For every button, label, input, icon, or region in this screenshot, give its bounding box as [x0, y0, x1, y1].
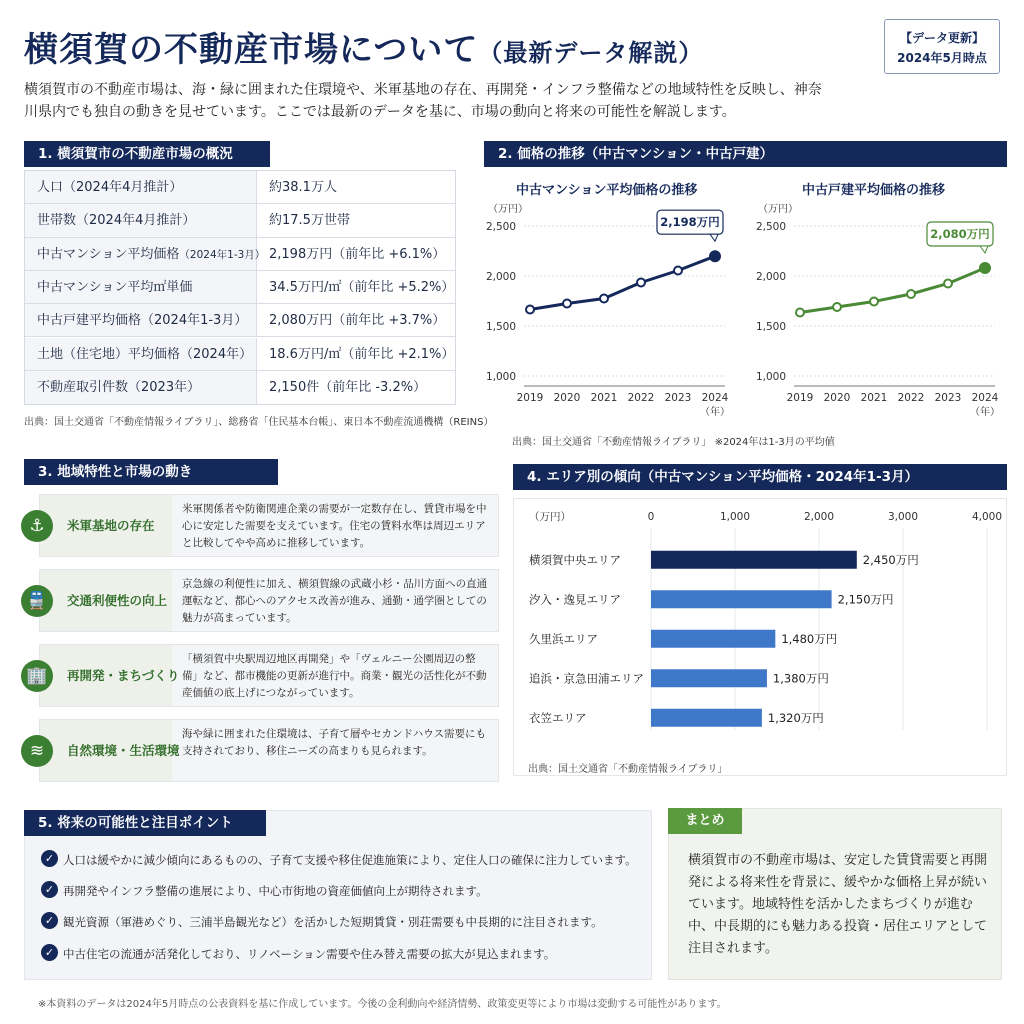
section2-heading: 2. 価格の推移（中古マンション・中古戸建） [484, 141, 1007, 167]
area-category-label: 久里浜エリア [529, 631, 598, 646]
feature-item [26, 644, 499, 707]
row-label [25, 338, 257, 370]
list-item [44, 946, 556, 962]
table-row [25, 304, 455, 337]
house-point [870, 298, 878, 306]
condo-point [563, 300, 571, 308]
house-series-line [800, 268, 985, 313]
section1-source: 出典：国土交通省「不動産情報ライブラリ」、総務省「住民基本台帳」、東日本不動産流通機構（REINS） [24, 417, 494, 428]
feature-item [29, 719, 499, 782]
house-y-tick: 2,000 [755, 271, 786, 283]
row-value: 2,150件（前年比 -3.2%） [269, 379, 427, 395]
area-bar [651, 590, 832, 608]
list-item [44, 883, 488, 899]
area-bar [651, 551, 857, 569]
condo-y-tick: 2,500 [485, 221, 516, 233]
page-title [24, 22, 703, 71]
condo-series-line [530, 256, 715, 309]
house-y-tick: 1,500 [755, 321, 786, 333]
row-value: 約38.1万人 [269, 180, 337, 195]
house-point [833, 303, 841, 311]
train-icon: 🚆 [21, 585, 53, 617]
check-icon: ✓ [41, 850, 58, 867]
house-x-tick: 2019 [786, 392, 814, 404]
house-point [980, 263, 990, 273]
condo-callout-label: 2,198万円 [660, 215, 720, 230]
condo-y-unit: （万円） [488, 204, 528, 215]
condo-point [674, 267, 682, 275]
condo-point [600, 295, 608, 303]
area-bar [651, 669, 767, 687]
row-label-note: （2024年1-3月） [179, 248, 266, 261]
update-badge [884, 19, 1000, 74]
condo-x-unit: （年） [700, 407, 730, 418]
condo-x-tick: 2019 [516, 392, 544, 404]
house-point [944, 280, 952, 288]
section2-source: 出典：国土交通省「不動産情報ライブラリ」 ※2024年は1-3月の平均値 [512, 437, 835, 448]
list-item-text: 観光資源（軍港めぐり、三浦半島観光など）を活かした短期賃貸・別荘需要も中長期的に注目されます。 [63, 915, 603, 929]
house-x-tick: 2022 [897, 392, 925, 404]
overview-table [24, 170, 456, 405]
list-item-text: 再開発やインフラ整備の進展により、中心市街地の資産価値向上が期待されます。 [63, 884, 488, 898]
condo-x-tick: 2020 [553, 392, 581, 404]
area-x-tick: 3,000 [887, 511, 919, 523]
building-icon: 🏢 [21, 660, 53, 692]
condo-y-tick: 1,000 [485, 371, 516, 383]
condo-callout-pointer [710, 234, 718, 241]
list-item [44, 914, 603, 930]
area-x-tick: 0 [647, 511, 655, 523]
house-price-chart [750, 196, 1020, 426]
house-y-unit: （万円） [758, 204, 798, 215]
row-label-text: 中古マンション平均価格 [37, 246, 180, 262]
page-title-main: 横須賀の不動産市場について [24, 30, 479, 70]
row-label [25, 304, 257, 336]
feature-text: 米軍関係者や防衛関連企業の需要が一定数存在し、賃貸市場を中心に安定した需要を支えています。住宅の賃料水準は周辺エリアと比較してやや高めに推移しています。 [182, 503, 487, 549]
area-bar-label: 1,480万円 [781, 631, 838, 646]
row-label-text: 土地（住宅地）平均価格（2024年） [37, 346, 253, 362]
area-bar [651, 709, 762, 727]
section5-heading: 5. 将来の可能性と注目ポイント [24, 810, 266, 836]
list-item [44, 852, 637, 868]
feature-label [26, 570, 172, 631]
condo-x-tick: 2021 [590, 392, 618, 404]
house-callout-pointer [980, 246, 988, 253]
check-icon: ✓ [41, 944, 58, 961]
area-x-tick: 4,000 [971, 511, 1003, 523]
condo-price-chart [480, 196, 750, 426]
feature-name: 再開発・まちづくり [67, 668, 180, 683]
intro-text: 横須賀市の不動産市場は、海・緑に囲まれた住環境や、米軍基地の存在、再開発・インフラ整備などの地域特性を反映し、神奈川県内でも独自の動きを見せています。ここでは最新のデータを基に、市場の動向と将来の可能性を解説します。 [24, 82, 822, 120]
row-value: 2,198万円（前年比 +6.1%） [269, 246, 446, 262]
update-label: 【データ更新】 [899, 31, 984, 45]
area-category-label: 追浜・京急田浦エリア [529, 671, 644, 686]
check-icon: ✓ [41, 912, 58, 929]
feature-label [29, 495, 172, 556]
table-row [25, 271, 455, 304]
condo-x-tick: 2024 [701, 392, 729, 404]
summary-text: 横須賀市の不動産市場は、安定した賃貸需要と再開発による将来性を背景に、緩やかな価格上昇が続いています。地域特性を活かしたまちづくりが進む中、中長期的にも魅力ある投資・居住エリアとして注目されます。 [688, 853, 988, 956]
feature-text: 「横須賀中央駅周辺地区再開発」や「ヴェルニー公園周辺の整備」など、都市機能の更新が進行中。商業・観光の活性化が不動産価値の底上げにつながっています。 [182, 653, 487, 699]
row-value: 34.5万円/㎡（前年比 +5.2%） [269, 279, 455, 295]
row-value: 18.6万円/㎡（前年比 +2.1%） [269, 346, 455, 362]
row-label [25, 238, 266, 270]
area-bar-label: 1,380万円 [772, 671, 829, 686]
update-date: 2024年5月時点 [897, 51, 987, 65]
footer-note: ※本資料のデータは2024年5月時点の公表資料を基に作成しています。今後の金利動向や経済情勢、政策変更等により市場は変動する可能性があります。 [38, 999, 727, 1010]
house-point [907, 290, 915, 298]
row-value: 約17.5万世帯 [269, 213, 350, 229]
house-x-tick: 2024 [971, 392, 999, 404]
house-y-tick: 2,500 [755, 221, 786, 233]
area-category-label: 衣笠エリア [529, 710, 587, 725]
check-icon: ✓ [41, 881, 58, 898]
house-y-tick: 1,000 [755, 371, 786, 383]
chart2-title: 中古戸建平均価格の推移 [802, 183, 946, 198]
chart1-title: 中古マンション平均価格の推移 [516, 183, 698, 198]
condo-y-tick: 2,000 [485, 271, 516, 283]
table-row [25, 204, 455, 237]
house-point [796, 309, 804, 317]
summary-tag: まとめ [668, 808, 742, 834]
house-x-unit: （年） [970, 407, 1000, 418]
row-label-text: 世帯数（2024年4月推計） [37, 213, 196, 229]
feature-name: 交通利便性の向上 [67, 593, 168, 608]
nature-icon: ≋ [21, 735, 53, 767]
section4-heading: 4. エリア別の傾向（中古マンション平均価格・2024年1-3月） [513, 464, 1007, 490]
condo-point [710, 251, 720, 261]
list-item-text: 中古住宅の流通が活発化しており、リノベーション需要や住み替え需要の拡大が見込まれます。 [63, 947, 556, 961]
area-x-tick: 1,000 [719, 511, 751, 523]
area-price-chart [514, 500, 1006, 758]
feature-item [26, 569, 499, 632]
page-subtitle: （最新データ解説） [478, 39, 704, 67]
row-label-text: 不動産取引件数（2023年） [37, 379, 201, 395]
feature-name: 米軍基地の存在 [67, 518, 155, 533]
row-label [25, 271, 257, 303]
section1-heading: 1. 横須賀市の不動産市場の概況 [24, 141, 270, 167]
table-row [25, 171, 455, 204]
area-x-tick: 2,000 [803, 511, 835, 523]
row-label-text: 中古戸建平均価格（2024年1-3月） [37, 313, 248, 329]
condo-x-tick: 2023 [664, 392, 692, 404]
condo-x-tick: 2022 [627, 392, 655, 404]
section3-heading: 3. 地域特性と市場の動き [24, 459, 278, 485]
condo-y-tick: 1,500 [485, 321, 516, 333]
area-bar-label: 2,150万円 [837, 592, 894, 607]
row-label-text: 人口（2024年4月推計） [37, 180, 183, 195]
house-x-tick: 2023 [934, 392, 962, 404]
row-label [25, 171, 257, 203]
feature-item [29, 494, 499, 557]
row-label-text: 中古マンション平均㎡単価 [37, 279, 193, 295]
area-bar [651, 630, 775, 648]
table-row [25, 371, 455, 404]
condo-point [637, 279, 645, 287]
row-label [25, 204, 257, 236]
house-x-tick: 2020 [823, 392, 851, 404]
area-bar-label: 1,320万円 [767, 710, 824, 725]
feature-label [26, 645, 180, 706]
area-unit: （万円） [529, 511, 571, 523]
area-bar-label: 2,450万円 [862, 552, 919, 567]
row-value: 2,080万円（前年比 +3.7%） [269, 313, 446, 329]
section4-source: 出典：国土交通省「不動産情報ライブラリ」 [528, 764, 728, 775]
feature-label [29, 720, 180, 781]
area-category-label: 横須賀中央エリア [529, 552, 621, 567]
feature-text: 京急線の利便性に加え、横須賀線の武蔵小杉・品川方面への直通運転など、都心へのアクセス改善が進み、通勤・通学圏としての魅力が高まっています。 [182, 578, 488, 624]
table-row [25, 338, 455, 371]
table-row [25, 238, 455, 271]
area-category-label: 汐入・逸見エリア [529, 592, 621, 607]
feature-text: 海や緑に囲まれた住環境は、子育て層やセカンドハウス需要にも支持されており、移住ニーズの高まりも見られます。 [182, 728, 486, 757]
house-x-tick: 2021 [860, 392, 888, 404]
condo-point [526, 306, 534, 314]
house-callout-label: 2,080万円 [930, 227, 990, 241]
row-label [25, 371, 257, 404]
list-item-text: 人口は緩やかに減少傾向にあるものの、子育て支援や移住促進施策により、定住人口の確保に注力しています。 [63, 853, 637, 867]
feature-name: 自然環境・生活環境 [67, 743, 180, 758]
anchor-icon: ⚓ [21, 510, 53, 542]
